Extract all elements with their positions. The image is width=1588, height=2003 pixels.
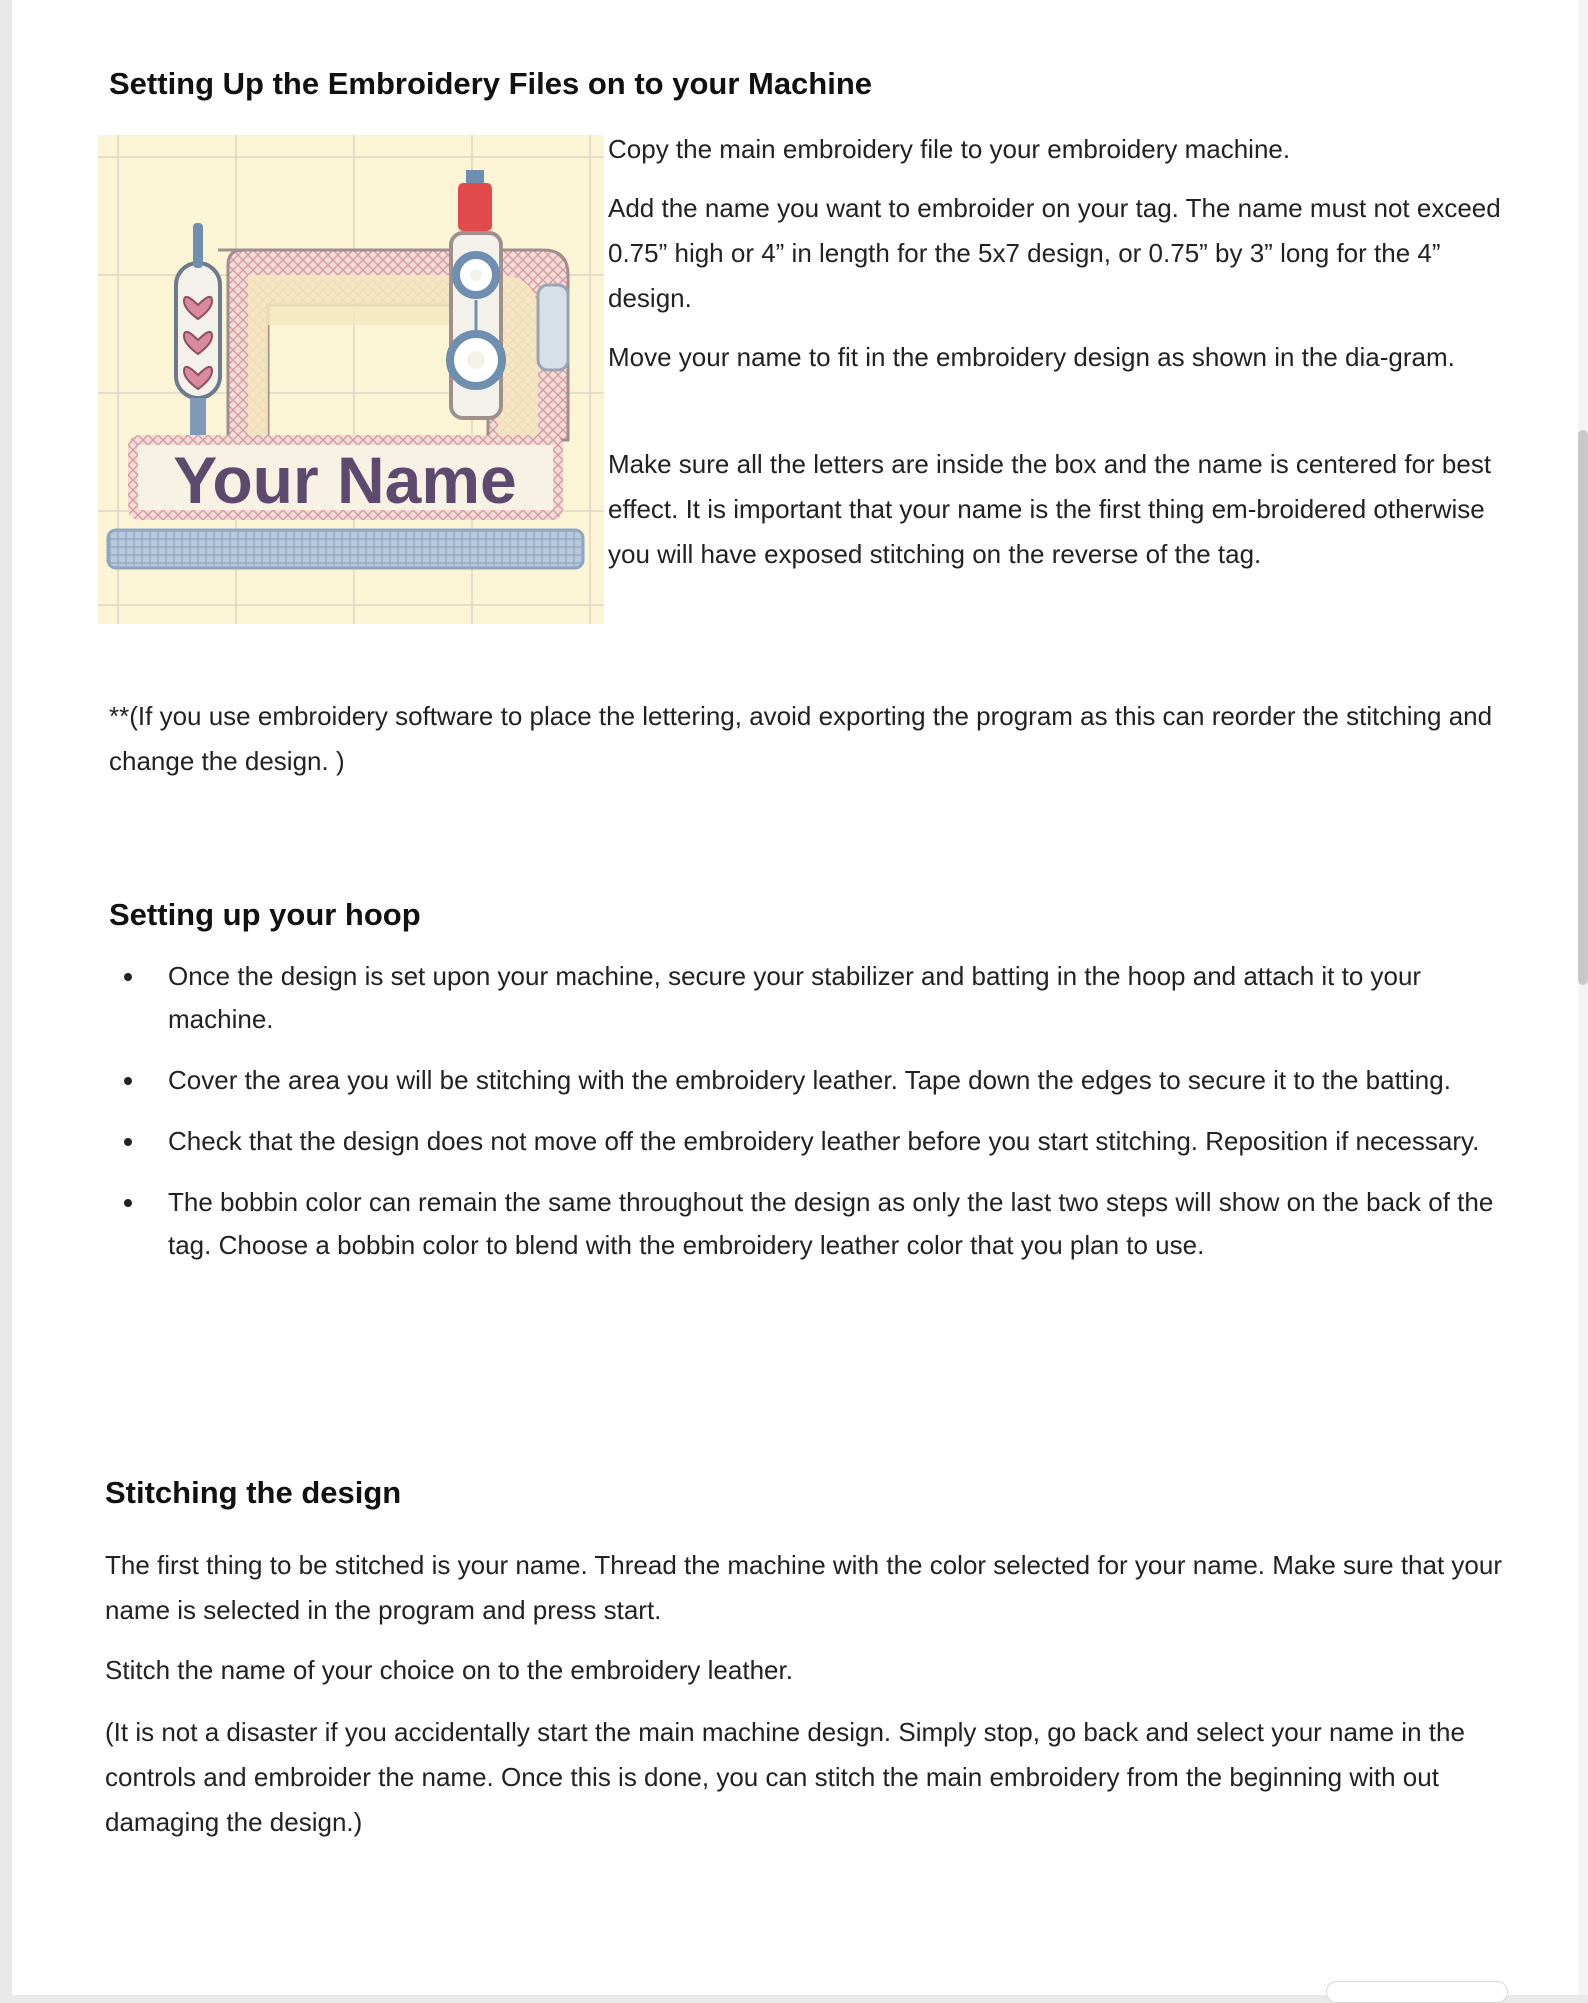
embroidery-design-diagram [98, 135, 604, 624]
scrollbar-thumb[interactable] [1578, 430, 1588, 985]
setup-paragraph-3: Move your name to fit in the embroidery design as shown in the dia-gram. [608, 342, 1455, 372]
scrollbar[interactable] [1578, 0, 1588, 1995]
setup-heading: Setting Up the Embroidery Files on to your Machine [109, 66, 873, 101]
document-page [12, 0, 1578, 1995]
stitch-paragraph-1: The first thing to be stitched is your name. Thread the machine with the color selected for your name. Make sure that your name is selected in the program and press start. [105, 1550, 1502, 1625]
your-name-label: Your Name [173, 443, 517, 517]
list-item [120, 1181, 1505, 1267]
hoop-step-4: The bobbin color can remain the same throughout the design as only the last two steps will show on the back of the tag. Choose a bobbin color to blend with the embroidery leather color that you plan to use. [168, 1187, 1494, 1260]
hoop-heading: Setting up your hoop [109, 897, 421, 932]
hoop-list [120, 955, 1505, 1285]
setup-paragraph-2: Add the name you want to embroider on your tag. The name must not exceed 0.75” high or 4” in length for the 5x7 design, or 0.75” by 3” long for the 4” design. [608, 193, 1501, 313]
list-item [120, 1059, 1505, 1102]
bullet-icon [124, 1199, 132, 1207]
software-note: **(If you use embroidery software to place the lettering, avoid exporting the program as this can reorder the stitching and change the design. ) [109, 701, 1493, 776]
stitch-heading: Stitching the design [105, 1475, 402, 1510]
hoop-step-3: Check that the design does not move off the embroidery leather before you start stitching. Reposition if necessary. [168, 1126, 1480, 1156]
page-corner-tab [1326, 1981, 1508, 2003]
list-item [120, 1120, 1505, 1163]
setup-paragraph-1: Copy the main embroidery file to your embroidery machine. [608, 134, 1291, 164]
bullet-icon [124, 973, 132, 981]
stitch-paragraph-3: (It is not a disaster if you accidentally start the main machine design. Simply stop, go back and select your name in the controls and embroider the name. Once this is done, you can stitch the main embroidery from the beginning with out damaging the design.) [105, 1717, 1465, 1837]
hoop-step-1: Once the design is set upon your machine, secure your stabilizer and batting in the hoop and attach it to your machine. [168, 961, 1422, 1034]
bullet-icon [124, 1077, 132, 1085]
bullet-icon [124, 1138, 132, 1146]
list-item [120, 955, 1505, 1041]
hearts [184, 297, 212, 389]
stitch-paragraph-2: Stitch the name of your choice on to the embroidery leather. [105, 1655, 793, 1685]
hoop-step-2: Cover the area you will be stitching with the embroidery leather. Tape down the edges to secure it to the batting. [168, 1065, 1451, 1095]
sewing-machine-illustration [98, 135, 604, 624]
setup-paragraph-4: Make sure all the letters are inside the box and the name is centered for best effect. It is important that your name is the first thing em-broidered otherwise you will have exposed stitching on the reverse of the tag. [608, 449, 1492, 569]
